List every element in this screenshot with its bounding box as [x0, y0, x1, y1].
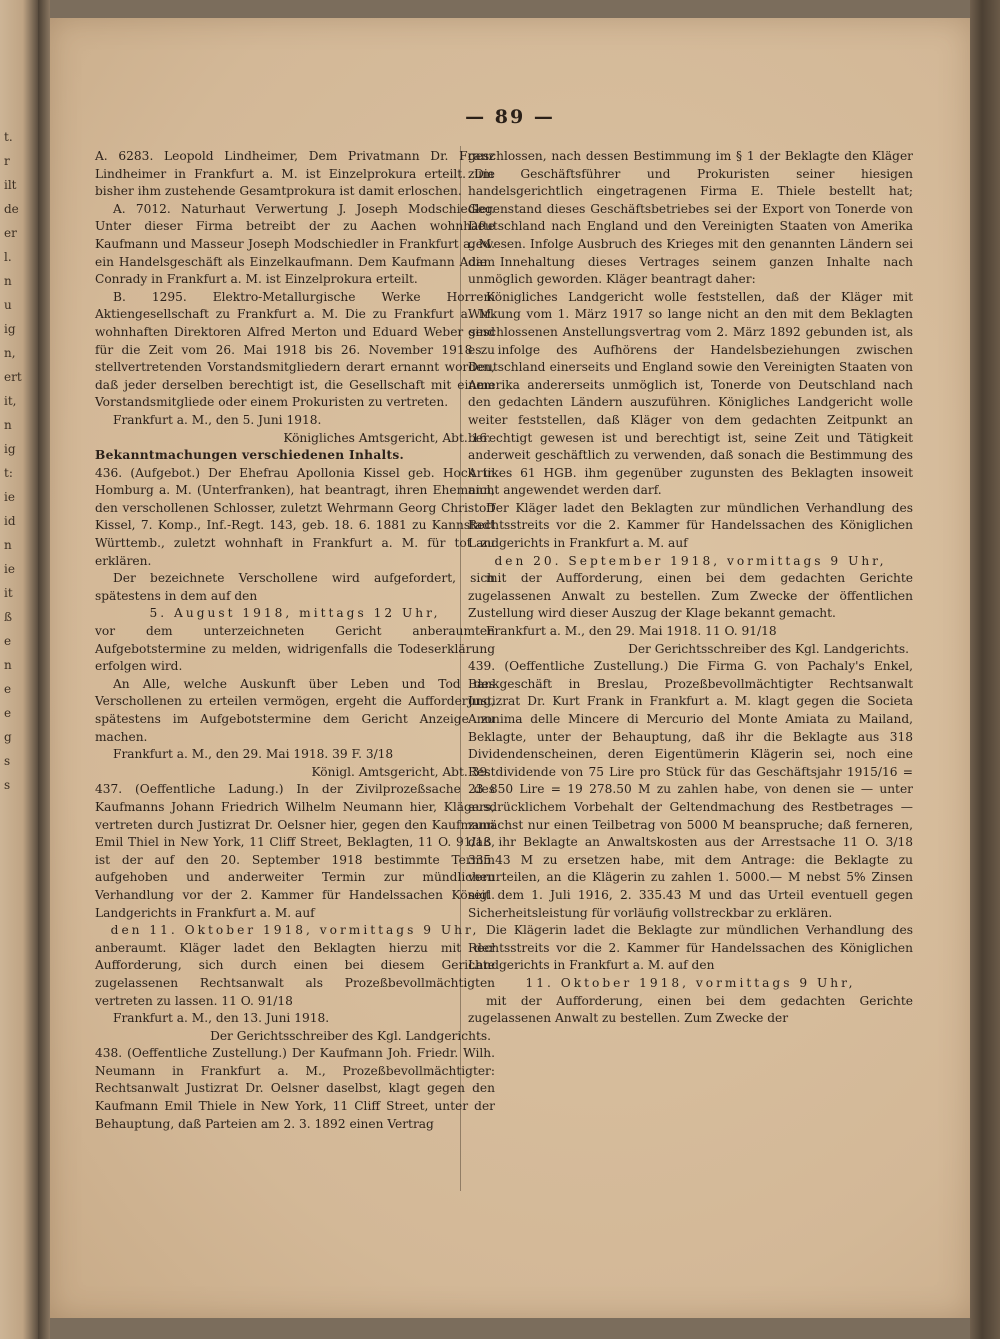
margin-fragment: e: [4, 634, 12, 648]
right-column-paragraph: mit der Aufforderung, einen bei dem gedachten Gerichte zugelassenen Anwalt zu bestellen. Zum Zwecke der: [468, 993, 913, 1026]
signature-line: Königliches Amtsgericht, Abt. 16.: [283, 430, 491, 445]
document-page: [50, 18, 970, 1318]
margin-fragment: g: [4, 730, 12, 744]
left-column-paragraph: A. 7012. Naturhaut Verwertung J. Joseph Modschiedler. Unter dieser Firma betreibt der zu Aachen wohnhafte Kaufmann und Masseur Joseph Modschiedler in Frankfurt a. M. ein Handelsgeschäft als Einzelkaufmann. Dem Kaufmann Adam Conrady in Frankfurt a. M. ist Einzelprokura erteilt.: [95, 201, 495, 287]
left-column-paragraph: A. 6283. Leopold Lindheimer, Dem Privatmann Dr. Franz Lindheimer in Frankfurt a. M. ist Einzelprokura erteilt. Die bisher ihm zustehende Gesamtprokura ist damit erloschen.: [95, 149, 495, 199]
left-column-paragraph: vor dem unterzeichneten Gericht anberaumten Aufgebotstermine zu melden, widrigenfalls die Todeserklärung erfolgen wird.: [95, 624, 495, 674]
margin-fragment: it: [4, 586, 13, 600]
left-column: [95, 148, 495, 1133]
left-column-paragraph: 438. (Oeffentliche Zustellung.) Der Kaufmann Joh. Friedr. Wilh. Neumann in Frankfurt a. M., Prozeßbevollmächtigter: Rechtsanwalt Justizrat Dr. Oelsner daselbst, klagt gegen den Kaufmann Emil Thiele in New York, 11 Cliff Street, unter der Behauptung, daß Parteien am 2. 3. 1892 einen Vertrag: [95, 1046, 495, 1131]
margin-fragment: ert: [4, 370, 22, 384]
margin-fragment: n: [4, 538, 12, 552]
margin-fragment: n: [4, 658, 12, 672]
margin-fragment: ig: [4, 322, 16, 336]
margin-fragment: ie: [4, 562, 15, 576]
margin-fragment: e: [4, 706, 12, 720]
left-column-paragraph: Der bezeichnete Verschollene wird aufgefordert, sich spätestens in dem auf den: [95, 571, 495, 603]
margin-fragment: t:: [4, 466, 13, 480]
left-column-paragraph: 436. (Aufgebot.) Der Ehefrau Apollonia Kissel geb. Hock in Homburg a. M. (Unterfranken), hat beantragt, ihren Ehemann, den verschollenen Schlosser, zuletzt Wehrmann Georg Christoff Kissel, 7. Komp., Inf.-Regt. 143, geb. 18. 6. 1881 zu Kannstadt Württemb., zuletzt wohnhaft in Frankfurt a. M. für tot zu erklären.: [95, 465, 495, 568]
right-column-paragraph: Königliches Landgericht wolle feststellen, daß der Kläger mit Wirkung vom 1. März 1917 so lange nicht an den mit dem Beklagten geschlossenen Anstellungsvertrag vom 2. März 1892 gebunden ist, als es infolge des Aufhörens der Handelsbeziehungen zwischen Deutschland einerseits und England sowie den Vereinigten Staaten von Amerika andererseits unmöglich ist, Tonerde von Deutschland nach den gedachten Ländern auszuführen. Königliches Landgericht wolle weiter feststellen, daß Kläger von dem gedachten Zeitpunkt an berechtigt gewesen ist und berechtigt ist, seine Zeit und Tätigkeit anderweit geschäftlich zu verwenden, daß sonach die Bestimmung des Artikes 61 HGB. ihm gegenüber zugunsten des Beklagten insoweit nicht angewendet werden darf.: [468, 289, 913, 498]
left-column-paragraph: An Alle, welche Auskunft über Leben und Tod des Verschollenen zu erteilen vermögen, ergeht die Aufforderung, spätestens im Aufgebotstermine dem Gericht Anzeige zu machen.: [95, 676, 495, 744]
section-heading: Bekanntmachungen verschiedenen Inhalts.: [95, 448, 405, 463]
margin-fragment: u: [4, 298, 12, 312]
margin-fragment: n,: [4, 346, 16, 360]
margin-fragment: s: [4, 778, 11, 792]
left-column-paragraph: B. 1295. Elektro-Metallurgische Werke Horrem Aktiengesellschaft zu Frankfurt a. M. Die zu Frankfurt a. M. wohnhaften Direktoren Alfred Merton und Eduard Weber sind für die Zeit vom 26. Mai 1918 bis 26. November 1918 zu stellvertretenden Vorstandsmitgliedern derart ernannt worden, daß jeder derselben berechtigt ist, die Gesellschaft mit einem Vorstandsmitgliede oder einem Prokuristen zu vertreten.: [95, 289, 495, 410]
margin-fragment: t.: [4, 130, 13, 144]
signature-line: Der Gerichtsschreiber des Kgl. Landgerichts.: [628, 641, 909, 656]
margin-fragment: ie: [4, 490, 15, 504]
date-line: den 11. Oktober 1918, vormittags 9 Uhr,: [110, 923, 480, 938]
signature-line: Der Gerichtsschreiber des Kgl. Landgerichts.: [210, 1028, 491, 1043]
margin-fragment: ß: [4, 610, 13, 624]
right-column: [468, 148, 913, 1028]
right-column-paragraph: Frankfurt a. M., den 29. Mai 1918. 11 O. 91/18: [486, 624, 777, 639]
date-line: 5. August 1918, mittags 12 Uhr,: [149, 606, 441, 621]
margin-fragment: l.: [4, 250, 12, 264]
margin-fragment: it,: [4, 394, 17, 408]
left-column-paragraph: Frankfurt a. M., den 5. Juni 1918.: [113, 412, 322, 427]
right-column-paragraph: Die Klägerin ladet die Beklagte zur mündlichen Verhandlung des Rechtsstreits vor die 2. Kammer für Handelssachen des Königlichen Landgerichts in Frankfurt a. M. auf den: [468, 923, 913, 973]
left-column-paragraph: Frankfurt a. M., den 13. Juni 1918.: [113, 1011, 330, 1026]
left-column-paragraph: 437. (Oeffentliche Ladung.) In der Zivilprozeßsache des Kaufmanns Johann Friedrich Wilhelm Neumann hier, Klägers, vertreten durch Justizrat Dr. Oelsner hier, gegen den Kaufmann Emil Thiel in New York, 11 Cliff Street, Beklagten, 11 O. 91/18, ist der auf den 20. September 1918 bestimmte Termin aufgehoben und anderweiter Termin zur mündlichen Verhandlung vor der 2. Kammer für Handelssachen Königl. Landgerichts in Frankfurt a. M. auf: [95, 782, 495, 920]
right-column-paragraph: Der Kläger ladet den Beklagten zur mündlichen Verhandlung des Rechtsstreits vor die 2. Kammer für Handelssachen des Königlichen Landgerichts in Frankfurt a. M. auf: [468, 500, 913, 551]
margin-fragment: ig: [4, 442, 16, 456]
margin-fragment: e: [4, 682, 12, 696]
margin-fragment: id: [4, 514, 16, 528]
margin-fragment: r: [4, 154, 10, 168]
page-number: — 89 —: [465, 106, 555, 128]
left-column-paragraph: anberaumt. Kläger ladet den Beklagten hierzu mit der Aufforderung, sich durch einen bei diesem Gerichte zugelassenen Rechtsanwalt als Prozeßbevollmächtigten vertreten zu lassen. 11 O. 91/18: [95, 940, 495, 1008]
date-line: den 20. September 1918, vormittags 9 Uhr,: [494, 553, 887, 568]
right-column-paragraph: mit der Aufforderung, einen bei dem gedachten Gerichte zugelassenen Anwalt zu bestellen. Zum Zwecke der öffentlichen Zustellung wird dieser Auszug der Klage bekannt gemacht.: [468, 571, 913, 621]
left-column-paragraph: Frankfurt a. M., den 29. Mai 1918. 39 F. 3/18: [113, 747, 394, 762]
margin-fragment: n: [4, 274, 12, 288]
date-line: 11. Oktober 1918, vormittags 9 Uhr,: [525, 975, 856, 990]
margin-fragment: s: [4, 754, 11, 768]
signature-line: Königl. Amtsgericht, Abt. 39.: [311, 764, 491, 779]
margin-fragment: n: [4, 418, 12, 432]
right-column-paragraph: 439. (Oeffentliche Zustellung.) Die Firma G. von Pachaly's Enkel, Bankgeschäft in Breslau, Prozeßbevollmächtigter Rechtsanwalt Justizrat Dr. Kurt Frank in Frankfurt a. M. klagt gegen die Societa Anonima delle Mincere di Mercurio del Monte Amiata zu Mailand, Beklagte, unter der Behauptung, daß ihr die Beklagte aus 318 Dividendenscheinen, deren Eigentümerin Klägerin sei, noch eine Restdividende von 75 Lire pro Stück für das Geschäftsjahr 1915/16 = 23 850 Lire = 19 278.50 M zu zahlen habe, von denen sie — unter ausdrücklichem Vorbehalt der Geltendmachung des Restbetrages — zunächst nur einen Teilbetrag von 5000 M beanspruche; daß ferneren, daß ihr Beklagte an Anwaltskosten aus der Arrestsache 11 O. 3/18 335.43 M zu ersetzen habe, mit dem Antrage: die Beklagte zu verurteilen, an die Klägerin zu zahlen 1. 5000.— M nebst 5% Zinsen seit dem 1. Juli 1916, 2. 335.43 M und das Urteil eventuell gegen Sicherheitsleistung für vorläufig vollstreckbar zu erklären.: [468, 659, 913, 920]
margin-fragment: er: [4, 226, 17, 240]
book-cover-edge: [970, 0, 1000, 1339]
margin-fragment: ilt: [4, 178, 17, 192]
adjacent-page-edge: [0, 0, 38, 1339]
right-column-paragraph: geschlossen, nach dessen Bestimmung im § 1 der Beklagte den Kläger zum Geschäftsführer und Prokuristen seiner hiesigen handelsgerichtlich eingetragenen Firma E. Thiele bestellt hat; Gegenstand dieses Geschäftsbetriebes sei der Export von Tonerde von Deutschland nach England und den Vereinigten Staaten von Amerika gewesen. Infolge Ausbruch des Krieges mit den genannten Ländern sei die Innehaltung dieses Vertrages seinem ganzen Inhalte nach unmöglich geworden. Kläger beantragt daher:: [468, 149, 913, 287]
book-gutter: [38, 0, 50, 1339]
margin-fragment: de: [4, 202, 19, 216]
